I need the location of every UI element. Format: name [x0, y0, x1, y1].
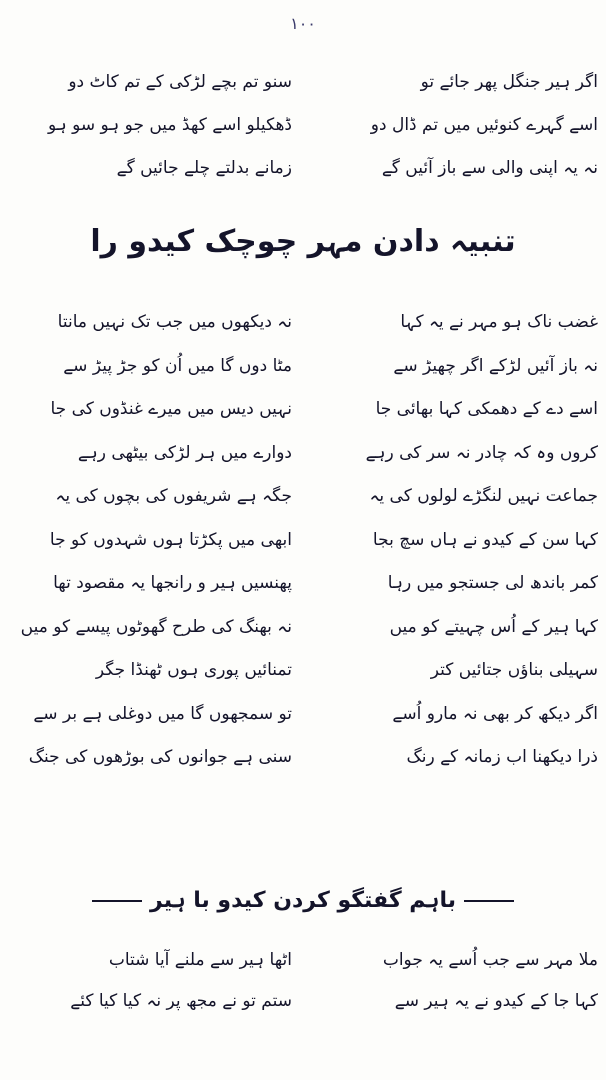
- verse-couplet: [8, 520, 598, 560]
- hemistich-left: ستم تو نے مجھ پر نہ کیا کیا کئے: [70, 991, 292, 1011]
- verse-couplet: [8, 737, 598, 777]
- verse-couplet: [8, 476, 598, 516]
- hemistich-left: جگہ ہے شریفوں کی بچوں کی یہ: [55, 486, 292, 506]
- hemistich-right: کہا ہیر کے اُس چہیتے کو میں: [389, 616, 598, 637]
- verse-couplet: [8, 302, 598, 342]
- hemistich-right: جماعت نہیں لنگڑے لولوں کی یہ: [369, 486, 598, 506]
- hemistich-left: زمانے بدلتے چلے جائیں گے: [116, 158, 292, 178]
- verse-couplet: [8, 346, 598, 386]
- verse-couplet: [8, 62, 598, 102]
- verse-couplet: [8, 563, 598, 603]
- hemistich-right: اسے گہرے کنوئیں میں تم ڈال دو: [370, 115, 598, 135]
- section-title-conversation: [0, 888, 606, 913]
- hemistich-left: سنی ہے جوانوں کی بوڑھوں کی جنگ: [28, 747, 292, 767]
- hemistich-right: اسے دے کے دھمکی کہا بھائی جا: [375, 399, 598, 419]
- hemistich-left: نہ دیکھوں میں جب تک نہیں مانتا: [57, 312, 292, 332]
- hemistich-left: پھنسیں ہیر و رانجھا یہ مقصود تھا: [53, 573, 292, 593]
- page-number: ۱۰۰: [290, 14, 316, 33]
- hemistich-right: کہا سن کے کیدو نے ہاں سچ بجا: [372, 529, 598, 550]
- section-title-text: باہم گفتگو کردن کیدو با ہیر: [150, 888, 456, 913]
- verse-couplet: [8, 607, 598, 647]
- hemistich-left: مٹا دوں گا میں اُن کو جڑ پیڑ سے: [63, 355, 292, 376]
- verse-couplet: [8, 940, 598, 980]
- hemistich-left: تمنائیں پوری ہوں ٹھنڈا جگر: [95, 660, 292, 680]
- hemistich-right: نہ باز آئیں لڑکے اگر چھیڑ سے: [393, 355, 598, 376]
- hemistich-right: اگر دیکھ کر بھی نہ مارو اُسے: [392, 703, 598, 724]
- hemistich-left: دوارے میں ہر لڑکی بیٹھی رہے: [77, 442, 292, 463]
- verse-couplet: [8, 433, 598, 473]
- hemistich-right: ملا مہر سے جب اُسے یہ جواب: [382, 950, 598, 970]
- hemistich-left: نہ بھنگ کی طرح گھوٹوں پیسے کو میں: [20, 616, 292, 637]
- verse-couplet: [8, 389, 598, 429]
- hemistich-left: ابھی میں پکڑتا ہوں شہدوں کو جا: [49, 529, 292, 550]
- verse-couplet: [8, 650, 598, 690]
- hemistich-right: کمر باندھ لی جستجو میں رہا: [387, 573, 598, 593]
- hemistich-right: اگر ہیر جنگل پھر جائے تو: [420, 72, 598, 92]
- ornament-divider: [92, 900, 142, 902]
- verse-couplet: [8, 105, 598, 145]
- hemistich-right: ذرا دیکھنا اب زمانہ کے رنگ: [406, 747, 598, 767]
- hemistich-right: کہا جا کے کیدو نے یہ ہیر سے: [394, 991, 598, 1011]
- hemistich-right: غضب ناک ہو مہر نے یہ کہا: [400, 312, 598, 332]
- hemistich-right: کروں وہ کہ چادر نہ سر کی رہے: [365, 442, 598, 463]
- hemistich-left: اٹھا ہیر سے ملنے آیا شتاب: [108, 950, 292, 970]
- hemistich-right: سہیلی بناؤں جتائیں کتر: [430, 660, 598, 680]
- hemistich-left: ڈھکیلو اسے کھڈ میں جو ہو سو ہو: [47, 115, 292, 135]
- ornament-divider: [464, 900, 514, 902]
- hemistich-right: نہ یہ اپنی والی سے باز آئیں گے: [381, 158, 598, 178]
- verse-couplet: [8, 694, 598, 734]
- verse-couplet: [8, 148, 598, 188]
- verse-couplet: [8, 981, 598, 1021]
- section-title-warning: تنبیہ دادن مہر چوچک کیدو را: [90, 224, 516, 259]
- hemistich-left: نہیں دیس میں میرے غنڈوں کی جا: [50, 399, 292, 419]
- hemistich-left: تو سمجھوں گا میں دوغلی ہے بر سے: [33, 703, 292, 724]
- hemistich-left: سنو تم بچے لڑکی کے تم کاٹ دو: [68, 72, 292, 92]
